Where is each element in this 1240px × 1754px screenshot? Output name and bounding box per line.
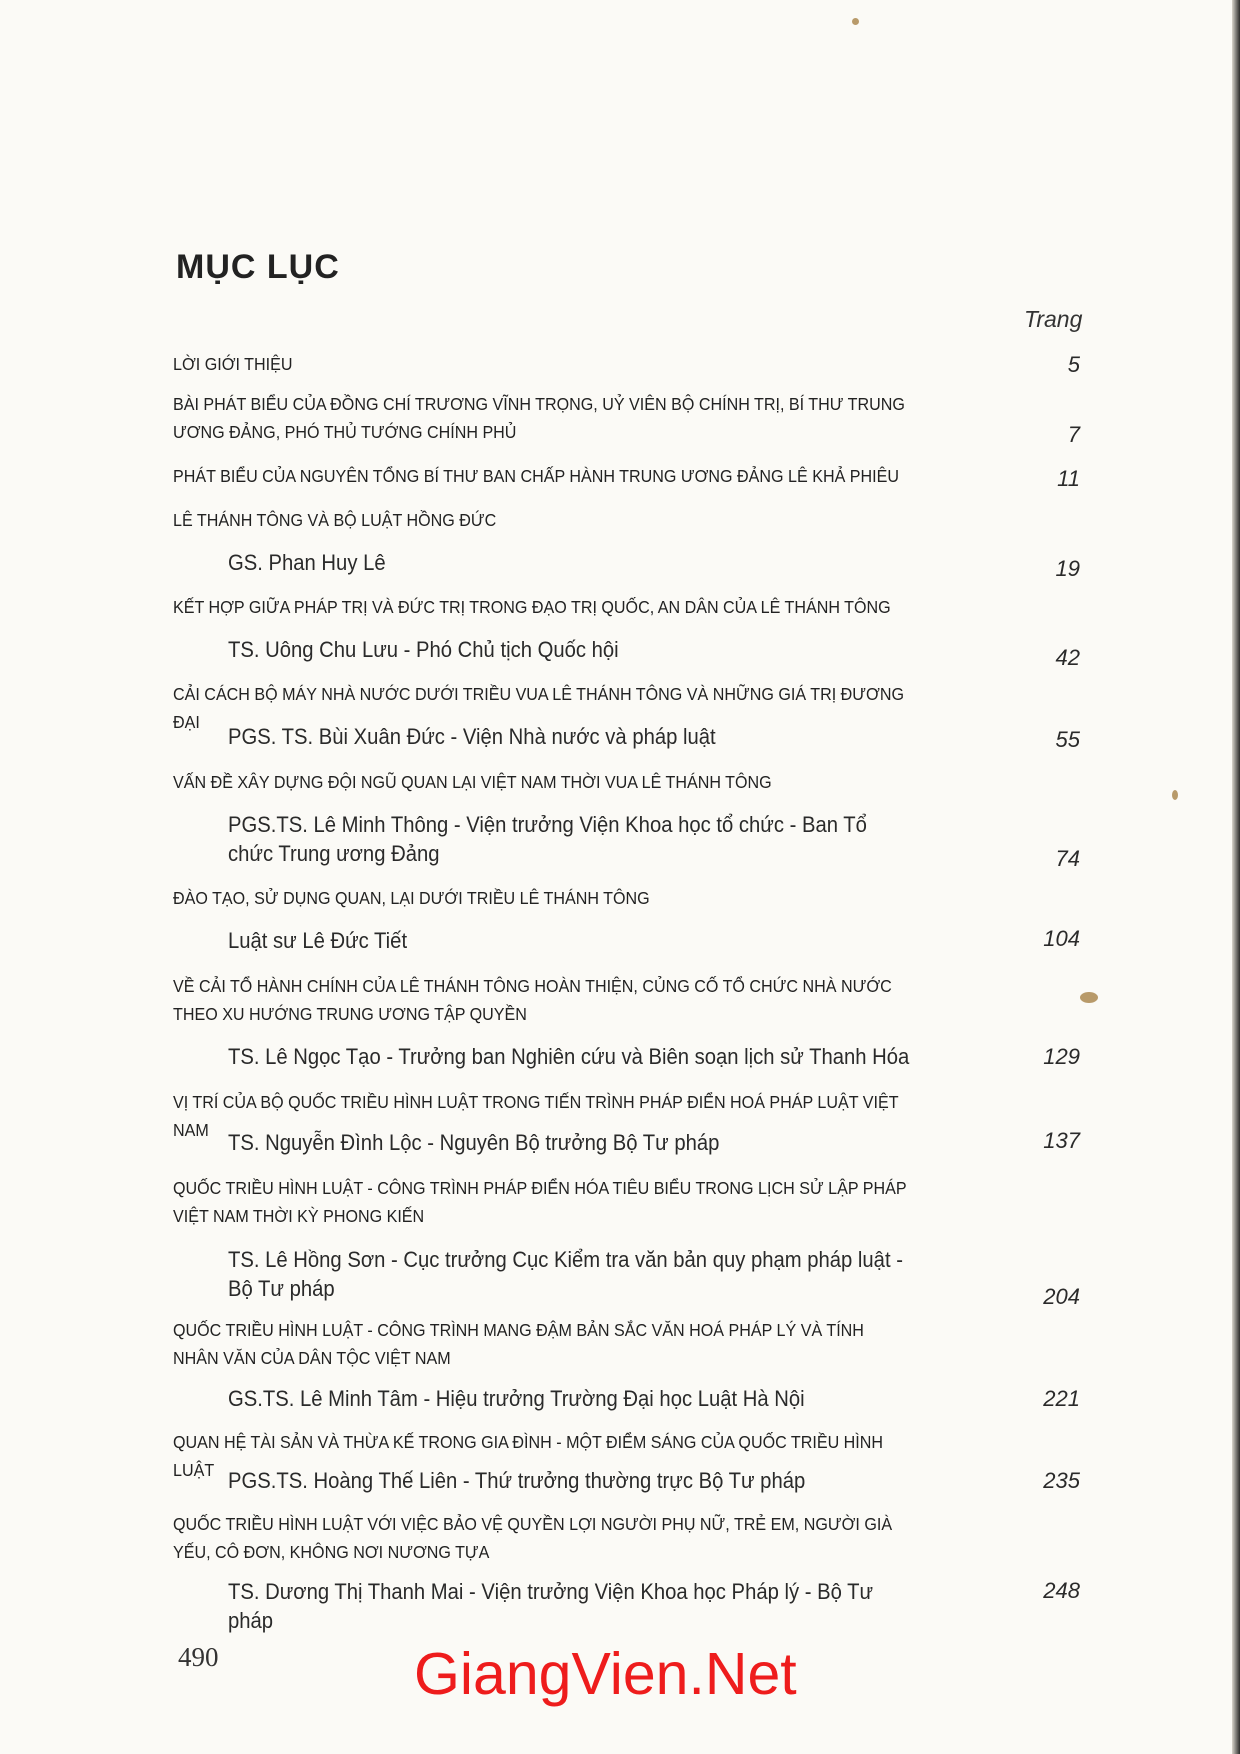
toc-entry-page: 129: [1043, 1044, 1080, 1069]
toc-entry-page: 221: [1043, 1386, 1080, 1411]
toc-entry-author: Luật sư Lê Đức Tiết: [228, 928, 408, 953]
toc-entry-title[interactable]: QUỐC TRIỀU HÌNH LUẬT - CÔNG TRÌNH MANG ĐẬM BẢN SẮC VĂN HOÁ PHÁP LÝ VÀ TÍNH NHÂN VĂN CỦA DÂN TỘC VIỆT NAM: [173, 1320, 864, 1368]
toc-entry-page: 55: [1055, 727, 1080, 752]
toc-entry-page: 42: [1055, 645, 1080, 670]
toc-entry-title[interactable]: LỜI GIỚI THIỆU: [173, 354, 293, 374]
toc-entry-author: TS. Nguyễn Đình Lộc - Nguyên Bộ trưởng Bộ Tư pháp: [228, 1130, 720, 1155]
toc-entry-title[interactable]: QUỐC TRIỀU HÌNH LUẬT VỚI VIỆC BẢO VỆ QUYỀN LỢI NGƯỜI PHỤ NỮ, TRẺ EM, NGƯỜI GIÀ YẾU, CÔ ĐƠN, KHÔNG NƠI NƯƠNG TỰA: [173, 1514, 893, 1562]
toc-entry-title[interactable]: VỀ CẢI TỔ HÀNH CHÍNH CỦA LÊ THÁNH TÔNG HOÀN THIỆN, CỦNG CỐ TỔ CHỨC NHÀ NƯỚC THEO XU HƯỚNG TRUNG ƯƠNG TẬP QUYỀN: [173, 976, 892, 1024]
toc-entry-author: PGS. TS. Bùi Xuân Đức - Viện Nhà nước và pháp luật: [228, 724, 716, 749]
page-number: 490: [178, 1642, 219, 1672]
toc-entry-title[interactable]: LÊ THÁNH TÔNG VÀ BỘ LUẬT HỒNG ĐỨC: [173, 510, 497, 530]
paper-speck: [1172, 790, 1178, 800]
toc-entry-page: 137: [1043, 1128, 1080, 1153]
toc-entry-title[interactable]: BÀI PHÁT BIỂU CỦA ĐỒNG CHÍ TRƯƠNG VĨNH TRỌNG, UỶ VIÊN BỘ CHÍNH TRỊ, BÍ THƯ TRUNG ƯƠNG ĐẢNG, PHÓ THỦ TƯỚNG CHÍNH PHỦ: [173, 394, 905, 442]
toc-entry-page: 235: [1043, 1468, 1080, 1493]
toc-entry-title[interactable]: VỊ TRÍ CỦA BỘ QUỐC TRIỀU HÌNH LUẬT TRONG TIẾN TRÌNH PHÁP ĐIỂN HOÁ PHÁP LUẬT VIỆT NAM: [173, 1092, 899, 1140]
toc-entry-page: 104: [1043, 926, 1080, 951]
toc-entry-author: TS. Lê Hồng Sơn - Cục trưởng Cục Kiểm tra văn bản quy phạm pháp luật - Bộ Tư pháp: [228, 1247, 903, 1301]
toc-entry-title[interactable]: ĐÀO TẠO, SỬ DỤNG QUAN, LẠI DƯỚI TRIỀU LÊ THÁNH TÔNG: [173, 888, 650, 908]
toc-entry-author: TS. Lê Ngọc Tạo - Trưởng ban Nghiên cứu và Biên soạn lịch sử Thanh Hóa: [228, 1044, 910, 1069]
toc-entry-page: 74: [1055, 846, 1080, 871]
toc-heading: MỤC LỤC: [176, 248, 340, 286]
paper-speck: [852, 18, 859, 25]
toc-entry-title[interactable]: QUỐC TRIỀU HÌNH LUẬT - CÔNG TRÌNH PHÁP ĐIỂN HÓA TIÊU BIỂU TRONG LỊCH SỬ LẬP PHÁP VIỆT NAM THỜI KỲ PHONG KIẾN: [173, 1178, 907, 1226]
toc-entry-author: TS. Uông Chu Lưu - Phó Chủ tịch Quốc hội: [228, 637, 619, 662]
toc-entry-title[interactable]: VẤN ĐỀ XÂY DỰNG ĐỘI NGŨ QUAN LẠI VIỆT NAM THỜI VUA LÊ THÁNH TÔNG: [173, 772, 772, 792]
toc-entry-title[interactable]: PHÁT BIỂU CỦA NGUYÊN TỔNG BÍ THƯ BAN CHẤP HÀNH TRUNG ƯƠNG ĐẢNG LÊ KHẢ PHIÊU: [173, 466, 899, 486]
page-column-label: Trang: [1024, 306, 1083, 332]
page-edge-shadow: [1232, 0, 1240, 1754]
paper-speck: [1080, 992, 1098, 1003]
toc-entry-title[interactable]: QUAN HỆ TÀI SẢN VÀ THỪA KẾ TRONG GIA ĐÌNH - MỘT ĐIỂM SÁNG CỦA QUỐC TRIỀU HÌNH LUẬT: [173, 1432, 884, 1480]
toc-entry-author: PGS.TS. Hoàng Thế Liên - Thứ trưởng thường trực Bộ Tư pháp: [228, 1468, 806, 1493]
toc-entry-title[interactable]: KẾT HỢP GIỮA PHÁP TRỊ VÀ ĐỨC TRỊ TRONG ĐẠO TRỊ QUỐC, AN DÂN CỦA LÊ THÁNH TÔNG: [173, 597, 891, 617]
toc-entry-author: GS.TS. Lê Minh Tâm - Hiệu trưởng Trường Đại học Luật Hà Nội: [228, 1386, 805, 1411]
toc-entry-title[interactable]: CẢI CÁCH BỘ MÁY NHÀ NƯỚC DƯỚI TRIỀU VUA LÊ THÁNH TÔNG VÀ NHỮNG GIÁ TRỊ ĐƯƠNG ĐẠI: [173, 684, 904, 732]
toc-entry-author: PGS.TS. Lê Minh Thông - Viện trưởng Viện Khoa học tổ chức - Ban Tổ chức Trung ương Đảng: [228, 812, 867, 866]
toc-entry-author: GS. Phan Huy Lê: [228, 550, 386, 575]
toc-entry-page: 19: [1055, 556, 1080, 581]
toc-entry-page: 204: [1043, 1284, 1080, 1309]
toc-entry-author: TS. Dương Thị Thanh Mai - Viện trưởng Viện Khoa học Pháp lý - Bộ Tư pháp: [228, 1579, 874, 1633]
toc-entry-page: 7: [1067, 422, 1080, 447]
toc-entry-page: 11: [1057, 466, 1080, 491]
toc-entry-page: 248: [1043, 1578, 1080, 1603]
watermark-logo: GiangVien.Net: [414, 1641, 797, 1707]
toc-entry-page: 5: [1067, 352, 1080, 377]
